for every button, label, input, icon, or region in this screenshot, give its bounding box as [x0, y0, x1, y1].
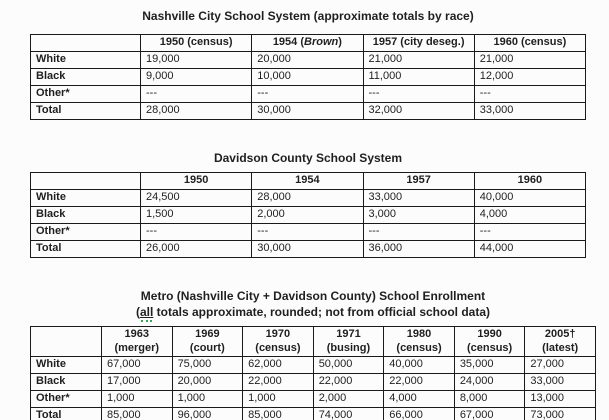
data-cell: 62,000 [243, 357, 314, 374]
table-row [31, 408, 596, 420]
column-header [243, 327, 314, 357]
column-header [141, 173, 252, 190]
column-header [252, 173, 363, 190]
column-header [525, 327, 596, 357]
data-cell: 26,000 [141, 241, 252, 258]
table-row [31, 207, 586, 224]
data-cell: 13,000 [525, 391, 596, 408]
section-nashville-city [30, 8, 586, 120]
text-segment: 1990 [477, 328, 502, 340]
data-cell: --- [252, 224, 363, 241]
row-label: Black [31, 207, 141, 224]
davidson-county-title-line-1 [30, 150, 586, 166]
text-segment: 1954 [295, 174, 320, 187]
text-segment: Davidson County School System [213, 151, 403, 165]
column-header [474, 35, 585, 52]
data-cell: 28,000 [141, 103, 252, 120]
row-label: Total [31, 103, 141, 120]
data-cell: 20,000 [172, 374, 243, 391]
data-cell: 2,000 [252, 207, 363, 224]
davidson-county-table [30, 172, 586, 258]
column-header [102, 327, 173, 357]
column-header [141, 35, 252, 52]
text-segment: Metro (Nashville City + Davidson County) School Enrollment [140, 289, 486, 303]
column-header [454, 327, 525, 357]
data-cell: 85,000 [102, 408, 173, 420]
data-cell: 20,000 [252, 52, 363, 69]
row-label: Total [31, 408, 102, 420]
data-cell: 67,000 [102, 357, 173, 374]
data-cell: 40,000 [384, 357, 455, 374]
row-label: White [31, 190, 141, 207]
text-segment: (census) [396, 341, 442, 354]
data-cell: 2,000 [313, 391, 384, 408]
table-row [31, 190, 586, 207]
column-header [172, 327, 243, 357]
data-cell: 33,000 [474, 103, 585, 120]
data-cell: 19,000 [141, 52, 252, 69]
column-header [313, 327, 384, 357]
text-segment: 1963 [124, 328, 150, 340]
data-cell: --- [141, 86, 252, 103]
text-segment: 1957 [406, 174, 431, 187]
text-segment: 1970 [265, 328, 291, 340]
data-cell: 1,000 [102, 391, 173, 408]
table-row [31, 391, 596, 408]
row-label: Total [31, 241, 141, 258]
data-cell: 11,000 [363, 69, 474, 86]
row-label: White [31, 357, 102, 374]
data-cell: 17,000 [102, 374, 173, 391]
section-davidson-county [30, 150, 586, 258]
text-segment: 1971 [336, 328, 361, 340]
row-label: Other* [31, 86, 141, 103]
data-cell: 44,000 [474, 241, 585, 258]
column-header [31, 173, 141, 190]
header-row [31, 35, 586, 52]
text-segment: (latest) [542, 341, 579, 354]
text-segment: 1950 (census) [159, 36, 233, 49]
row-label: White [31, 52, 141, 69]
row-label: Black [31, 69, 141, 86]
data-cell: 50,000 [313, 357, 384, 374]
data-cell: 73,000 [525, 408, 596, 420]
data-cell: --- [141, 224, 252, 241]
column-header [363, 35, 474, 52]
section-metro [30, 288, 596, 420]
row-label: Other* [31, 391, 102, 408]
table-row [31, 103, 586, 120]
metro-title-line-1 [30, 288, 596, 304]
data-cell: 21,000 [474, 52, 585, 69]
text-segment: (census) [255, 341, 301, 354]
data-cell: 10,000 [252, 69, 363, 86]
data-cell: 75,000 [172, 357, 243, 374]
data-cell: 22,000 [243, 374, 314, 391]
text-segment: 1957 (city deseg.) [372, 36, 465, 49]
data-cell: 96,000 [172, 408, 243, 420]
data-cell: 8,000 [454, 391, 525, 408]
table-row [31, 69, 586, 86]
data-cell: 30,000 [252, 103, 363, 120]
data-cell: --- [474, 224, 585, 241]
column-header [384, 327, 455, 357]
text-segment: Nashville City School System (approximate totals by race) [142, 9, 474, 23]
text-segment: 1954 ( [272, 36, 305, 49]
data-cell: 40,000 [474, 190, 585, 207]
metro-table [30, 326, 596, 420]
data-cell: 22,000 [313, 374, 384, 391]
table-row [31, 224, 586, 241]
data-cell: 4,000 [384, 391, 455, 408]
data-cell: --- [363, 224, 474, 241]
text-segment: (court) [189, 341, 225, 354]
data-cell: --- [474, 86, 585, 103]
table-row [31, 374, 596, 391]
data-cell: 32,000 [363, 103, 474, 120]
text-segment: (busing) [326, 341, 371, 354]
data-cell: 24,000 [454, 374, 525, 391]
data-cell: 67,000 [454, 408, 525, 420]
text-segment: 1969 [195, 328, 220, 340]
text-segment: 1950 [183, 174, 209, 187]
table-row [31, 52, 586, 69]
column-header [252, 35, 363, 52]
data-cell: 33,000 [363, 190, 474, 207]
data-cell: 27,000 [525, 357, 596, 374]
data-cell: 3,000 [363, 207, 474, 224]
data-cell: 28,000 [252, 190, 363, 207]
table-row [31, 86, 586, 103]
italic-text: Brown [304, 36, 339, 49]
text-segment: 1980 [406, 328, 432, 340]
data-cell: 1,500 [141, 207, 252, 224]
data-cell: --- [363, 86, 474, 103]
data-cell: 9,000 [141, 69, 252, 86]
data-cell: 74,000 [313, 408, 384, 420]
data-cell: 30,000 [252, 241, 363, 258]
data-cell: 66,000 [384, 408, 455, 420]
header-row [31, 173, 586, 190]
table-row [31, 241, 586, 258]
data-cell: 1,000 [243, 391, 314, 408]
column-header [31, 327, 102, 357]
data-cell: 24,500 [141, 190, 252, 207]
data-cell: 35,000 [454, 357, 525, 374]
data-cell: 85,000 [243, 408, 314, 420]
column-header [474, 173, 585, 190]
data-cell: 1,000 [172, 391, 243, 408]
nashville-city-title-line-1 [30, 8, 586, 24]
data-cell: --- [252, 86, 363, 103]
header-row [31, 327, 596, 357]
data-cell: 21,000 [363, 52, 474, 69]
data-cell: 12,000 [474, 69, 585, 86]
text-segment: 1960 (census) [493, 36, 567, 49]
text-segment: totals approximate, rounded; not from official school data) [153, 305, 491, 319]
text-segment: ( [135, 305, 140, 319]
metro-title-line-2 [30, 304, 596, 320]
data-cell: 4,000 [474, 207, 585, 224]
text-segment: (merger) [114, 341, 160, 354]
text-segment: ) [338, 36, 342, 49]
underlined-word: all [139, 305, 154, 319]
text-segment: (census) [466, 341, 513, 354]
data-cell: 22,000 [384, 374, 455, 391]
column-header [363, 173, 474, 190]
table-row [31, 357, 596, 374]
row-label: Other* [31, 224, 141, 241]
nashville-city-table [30, 34, 586, 120]
row-label: Black [31, 374, 102, 391]
text-segment: 1960 [517, 174, 543, 187]
data-cell: 36,000 [363, 241, 474, 258]
data-cell: 33,000 [525, 374, 596, 391]
text-segment: 2005† [544, 328, 576, 340]
column-header [31, 35, 141, 52]
